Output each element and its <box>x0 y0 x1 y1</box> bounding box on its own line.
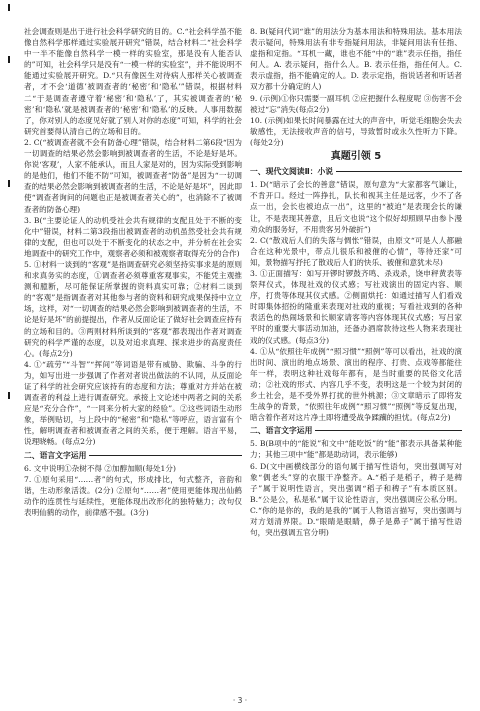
answer-item: 9. (示例)①你只需要一副耳机 ②应把握什么程度呢 ③伤害不会被过“忘”消失(每点2分) <box>250 93 462 114</box>
answer-item: 5. B(B项中的“能说”和文中“能吃饭”的“能”都表示具备某种能力；其他三项中“能”都是助动词，表示能够) <box>250 439 462 460</box>
page-title: 真题引领 5 <box>330 151 382 163</box>
section-heading <box>250 425 462 436</box>
binding-mark <box>8 180 10 187</box>
left-column <box>24 26 242 694</box>
divider <box>89 455 242 456</box>
answer-item: 8. B(疑问代词“谁”的用法分为基本用法和特殊用法。基本用法表示疑问，特殊用法有非专指疑问用法，非疑问用法有任指、虚指和定指。“耳机一藏，谁也不能“中的“谁”表示任指，指任何人。A. 表示疑问，指什么人。B. 表示任指，指任何人。C. 表示虚指，指不能确定的人。D. 表示定指，指说话者和听话者双方都十分确定的人) <box>250 27 462 92</box>
answer-item: 7. ①原句采用“……者”的句式，形成排比，句式整齐，音韵和谐，生动形象活泼。(2分) ②原句“……者”使用更能体现出仙鹤动作的连贯性与延续性，更能体现出改形化的独特魅力；改句仅表明仙鹤的动作，前律感不强。(3分) <box>24 474 242 518</box>
answer-item: 1. D(“暗示了会长的善意”错误，原句意为“大家都客气谦让，不肯开口。经过一阵挣扎，队长和视其主任是远客，少不了各点一出，会长也被迫点一出”，这里的“被迫”是表现会长的谦让，不是表现其善意，且后文也说“这个似好却照顾早由参卜漫劝众的服务好，不用贵客另外破折”) <box>250 180 462 234</box>
answer-item: 10. (示例)如果长时间暴露在过大的声音中，听觉毛细胞会失去敏感性，无法接收声音的信号，导致暂时或永久性听力下降。(每处2分) <box>250 115 462 147</box>
right-column <box>250 26 462 694</box>
answer-item: 3. B(“主要论证人的动机受社会共有规律的支配且处于不断的变化中”错误，材料二第3段指出被调查者的动机虽然受社会共有规律的支配，但也可以处于不断变化的状态之中，并分析在社会实地调查中的研究工作中，观察者必须和被观察者取得充分的合作) <box>24 215 242 258</box>
answer-item: 5. ①材料一谈到的“客观”是指调查研究必须坚持实事求是的原则和求真务实的态度，①调查者必须尊重客观事实，不能凭主观推测和臆断，尽可能保证所掌握的资料真实可靠；②材料二谈到的“客观”是指调查者对其他参与者的资料和研究成果保持中立立场，这样，对“一切调查的结果必然会影响到被调查者的生活，不论是好是坏”的前提提出，作者从反面论证了做好社会调查应持有的立场和目的。③两则材料所谈到的“客观”都表现出作者对调查研究的科学严谨的态度，以及对追求真理、探求进步的高度责任心。(每点2分) <box>24 259 242 358</box>
answer-item: 3. ①正面描写：如写开锣时锣鼓齐鸣、杀戏杀，饶申秤黄表等祭拜仪式，体现社戏的仪式感；写社戏演出的固定内容、顺序，打贵等体现其仪式感。②侧面烘托：如通过描写人们看戏时即集体招扮的隆重来表现对社戏的重视；写看社戏到的各种表活色的热闹场景和长顺家请客等内容体现其仪式感；写吕家平时的重要大事活动加油，还备办酒席款待这些人物来表现社戏的仪式感。(每点3分) <box>250 268 462 345</box>
section-heading <box>250 166 462 177</box>
binding-mark <box>8 392 10 399</box>
section-title: 一、现代文阅读Ⅱ：小说 <box>250 167 334 177</box>
section-heading <box>24 450 242 461</box>
section-title: 二、语言文字运用 <box>24 450 87 460</box>
binding-mark <box>8 4 10 11</box>
binding-mark <box>8 56 10 63</box>
answer-item: 2. C(“散戏后人们的失落与惆怅”错误，由原文“可是人人都融合在这种光景中，带点儿很乐和被催的心情”，等待还家“可知，景物描写抒托了散戏后人们的快乐、被催和意犹未尽) <box>250 235 462 267</box>
answer-item: 4. ①“疏劳”“斗智”“挥间”等词语是带有威胁、欺骗、斗争的行为，如写出进一步强调了作者对者说出做法的不认同，从反面论证了科学的社会研究应该持有的态度和方法；尊重对方并站在被调查者的利益上进行调查研究。承接上文论述中两者之间的关系应是“充分合作”，“一同来分析大家的经验”。②这些词语生动形象，举例贴切，与上段中的“秘密”和“隐私”等呼应，语言富有个性，解明调查者和被调查者之间的关系，便于理解。语言平易，说理晓畅。(每点2分) <box>24 359 242 447</box>
answer-item: 4. ①从“依照往年成例”“照习惯”“照例”等可以看出，社戏的演出时间、演出的地点场景、演出的程序、打贵、点戏等都能往年一样，表明这种社戏每年都有，是当时重要的民俗文化活动；②社戏的形式、内容几乎不变，表明这是一个较为封闭的乡土社会，是不受外界打扰的世外桃源；③文章暗示了即将发生战争的背景，“依照往年成例”“照习惯”“照例”等反复出现，暗含着作者对这片净土即将遭受战争蹂躏的担忧。(每点2分) <box>250 346 462 423</box>
page-number: · 3 · <box>232 696 248 705</box>
section-title: 二、语言文字运用 <box>250 426 313 436</box>
answer-item: 2. C(“被调查者就不会有防备心理”错误，结合材料二第6段“因为一切调查的结果必然会影响到被调查者的生活，不论是好是坏。你说‘客观’，人家不能承认，而且人家是对的，因为实际受到影响的是他们，他们不能不防”可知，被调查者“防备”是因为“一切调查的结果必然会影响到被调查者的生活，不论是好是坏”，因此即使“调查者询问的问题也正是被调查者关心的”，也消除不了被调查者的防备心理) <box>24 137 242 214</box>
answer-item: 6. 文中说明①杂树不得 ②加醇加顺(每处1分) <box>24 463 176 473</box>
divider <box>315 430 462 431</box>
divider <box>336 171 462 172</box>
paragraph: 社会调查则是出于进行社会科学研究的目的。C.“社会科学虽不能像自然科学那样通过实验展开研究”错误，结合材料二“社会科学中一半不能像自然科学一模一样的实验室，那是没有人能否认的”可知，社会科学只是没有“一模一样的实验室”，并不能说明不能通过实验展开研究。D.“只有像医生对待病人那样关心被调查者，才不会‘道德’被调查者的‘秘密’和‘隐私’”错误，根据材料二“于是调查者遵守着‘秘密’和‘隐私’了，其实被调查者的‘秘密’和‘隐私’就是被调查者的‘秘密’和‘隐私’的反映。人事用数据了，你对别人的态度见好就了别人对你的态度”可知，科学的社会研究首要得认清自己的立场和目的。 <box>24 27 242 136</box>
answer-item: 6. D(文中画横线部分的语句属于描写性语句，突出强调写对象“偶老头”穿的衣服干净整齐。A.“稻子是稻子，稗子是稗子”属于说明性语言，突出强调“稻子和稗子”有本质区别。B.“公是公，私是私”属于议论性语言，突出强调应公私分明。C.“你的是你的，我的是我的”属于人物语言描写，突出强调与对方划清界限。D.“眼睛是眼睛，鼻子是鼻子”属于描写性语句，突出强调五官分明) <box>250 461 462 538</box>
